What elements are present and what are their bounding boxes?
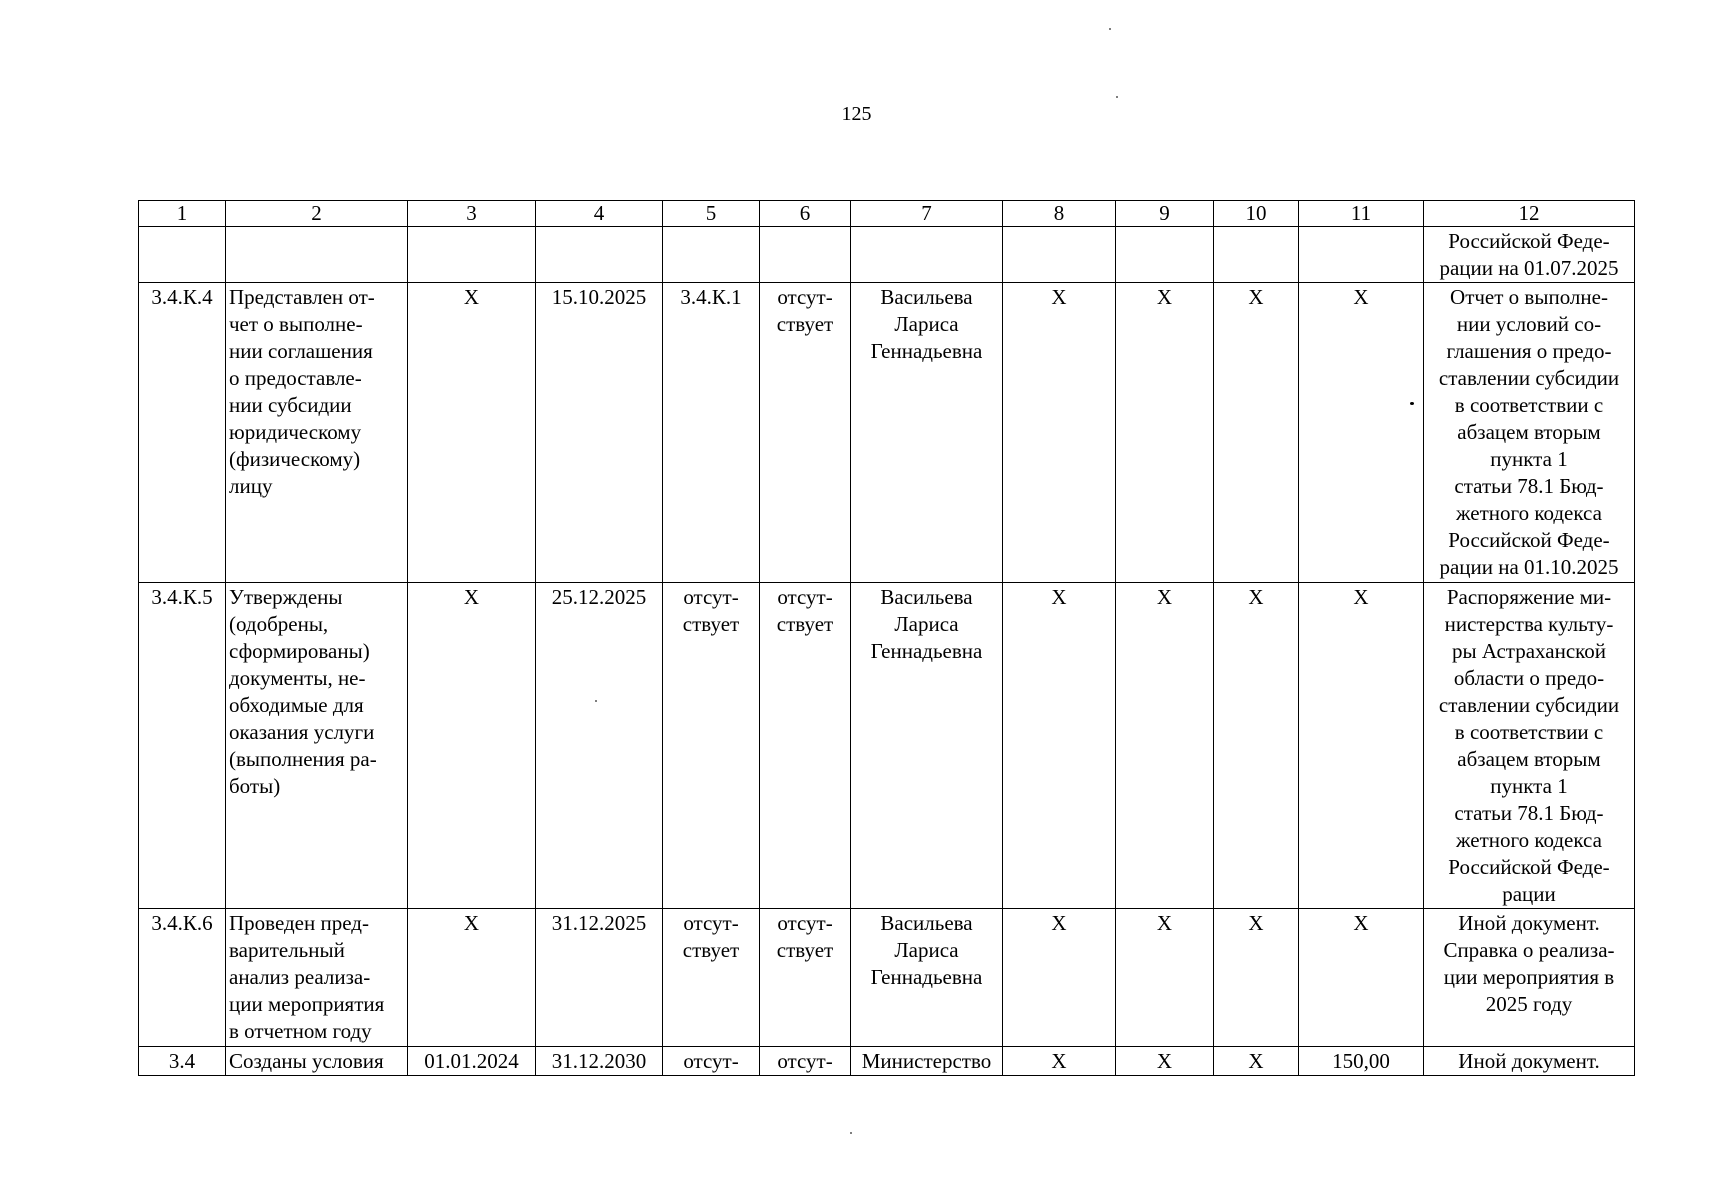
cell-number: 3.4 (139, 1047, 226, 1076)
cell-name (226, 227, 408, 283)
table-row (139, 283, 1635, 583)
page-number: 125 (841, 103, 872, 125)
cell-col10: X (1214, 909, 1299, 1047)
cell-predecessor: отсут- ствует (663, 909, 760, 1047)
cell-successor (760, 227, 851, 283)
cell-start-date: 01.01.2024 (408, 1047, 536, 1076)
cell-col8: X (1003, 909, 1116, 1047)
scan-speck (1109, 28, 1111, 30)
cell-successor: отсут- ствует (760, 909, 851, 1047)
cell-start-date (408, 227, 536, 283)
cell-col10: X (1214, 283, 1299, 583)
column-header: 11 (1299, 201, 1424, 227)
cell-number: 3.4.К.5 (139, 583, 226, 909)
cell-name: Проведен пред- варительный анализ реализа- ции мероприятия в отчетном году (226, 909, 408, 1047)
plan-table (138, 200, 1635, 1076)
cell-col8: X (1003, 283, 1116, 583)
cell-start-date: X (408, 909, 536, 1047)
cell-start-date: X (408, 583, 536, 909)
table-row (139, 909, 1635, 1047)
scan-speck (1116, 96, 1118, 98)
cell-col8: X (1003, 1047, 1116, 1076)
cell-col9 (1116, 227, 1214, 283)
scan-speck (595, 700, 597, 702)
cell-responsible: Васильева Лариса Геннадьевна (851, 583, 1003, 909)
column-header: 5 (663, 201, 760, 227)
cell-col11 (1299, 227, 1424, 283)
column-header: 7 (851, 201, 1003, 227)
column-header: 9 (1116, 201, 1214, 227)
cell-col10: X (1214, 1047, 1299, 1076)
cell-responsible (851, 227, 1003, 283)
cell-document: Распоряжение ми- нистерства культу- ры Астраханской области о предо- ставлении субсидии в соответствии с абзацем вторым пункта 1 статьи 78.1 Бюд- жетного кодекса Российской Феде- рации (1424, 583, 1635, 909)
cell-successor: отсут- (760, 1047, 851, 1076)
cell-successor: отсут- ствует (760, 283, 851, 583)
column-header: 1 (139, 201, 226, 227)
cell-col8: X (1003, 583, 1116, 909)
cell-document: Иной документ. Справка о реализа- ции мероприятия в 2025 году (1424, 909, 1635, 1047)
cell-col9: X (1116, 283, 1214, 583)
column-header: 4 (536, 201, 663, 227)
column-header: 3 (408, 201, 536, 227)
cell-predecessor: 3.4.К.1 (663, 283, 760, 583)
column-header: 2 (226, 201, 408, 227)
cell-responsible: Васильева Лариса Геннадьевна (851, 909, 1003, 1047)
cell-name: Представлен от- чет о выполне- нии соглашения о предоставле- нии субсидии юридическому (физическому) лицу (226, 283, 408, 583)
column-header-row (139, 201, 1635, 227)
cell-col11: 150,00 (1299, 1047, 1424, 1076)
column-header: 10 (1214, 201, 1299, 227)
cell-col11: X (1299, 583, 1424, 909)
cell-col9: X (1116, 1047, 1214, 1076)
table-row (139, 227, 1635, 283)
cell-name: Утверждены (одобрены, сформированы) документы, не- обходимые для оказания услуги (выполнения ра- боты) (226, 583, 408, 909)
column-header: 6 (760, 201, 851, 227)
cell-col11: X (1299, 283, 1424, 583)
cell-col9: X (1116, 909, 1214, 1047)
cell-number: 3.4.К.4 (139, 283, 226, 583)
table-row (139, 583, 1635, 909)
scan-speck (1410, 402, 1414, 405)
scan-speck (850, 1132, 852, 1134)
cell-col9: X (1116, 583, 1214, 909)
cell-predecessor: отсут- (663, 1047, 760, 1076)
cell-number: 3.4.К.6 (139, 909, 226, 1047)
cell-predecessor (663, 227, 760, 283)
cell-col10 (1214, 227, 1299, 283)
cell-document: Отчет о выполне- нии условий со- глашения о предо- ставлении субсидии в соответствии с абзацем вторым пункта 1 статьи 78.1 Бюд- жетного кодекса Российской Феде- рации на 01.10.2025 (1424, 283, 1635, 583)
cell-document: Российской Феде- рации на 01.07.2025 (1424, 227, 1635, 283)
cell-end-date: 15.10.2025 (536, 283, 663, 583)
cell-document: Иной документ. (1424, 1047, 1635, 1076)
cell-end-date: 31.12.2030 (536, 1047, 663, 1076)
cell-successor: отсут- ствует (760, 583, 851, 909)
cell-start-date: X (408, 283, 536, 583)
column-header: 12 (1424, 201, 1635, 227)
cell-predecessor: отсут- ствует (663, 583, 760, 909)
cell-col8 (1003, 227, 1116, 283)
cell-responsible: Министерство (851, 1047, 1003, 1076)
column-header: 8 (1003, 201, 1116, 227)
cell-responsible: Васильева Лариса Геннадьевна (851, 283, 1003, 583)
cell-end-date: 25.12.2025 (536, 583, 663, 909)
cell-end-date (536, 227, 663, 283)
cell-col10: X (1214, 583, 1299, 909)
cell-end-date: 31.12.2025 (536, 909, 663, 1047)
cell-name: Созданы условия (226, 1047, 408, 1076)
cell-col11: X (1299, 909, 1424, 1047)
cell-number (139, 227, 226, 283)
table-row (139, 1047, 1635, 1076)
